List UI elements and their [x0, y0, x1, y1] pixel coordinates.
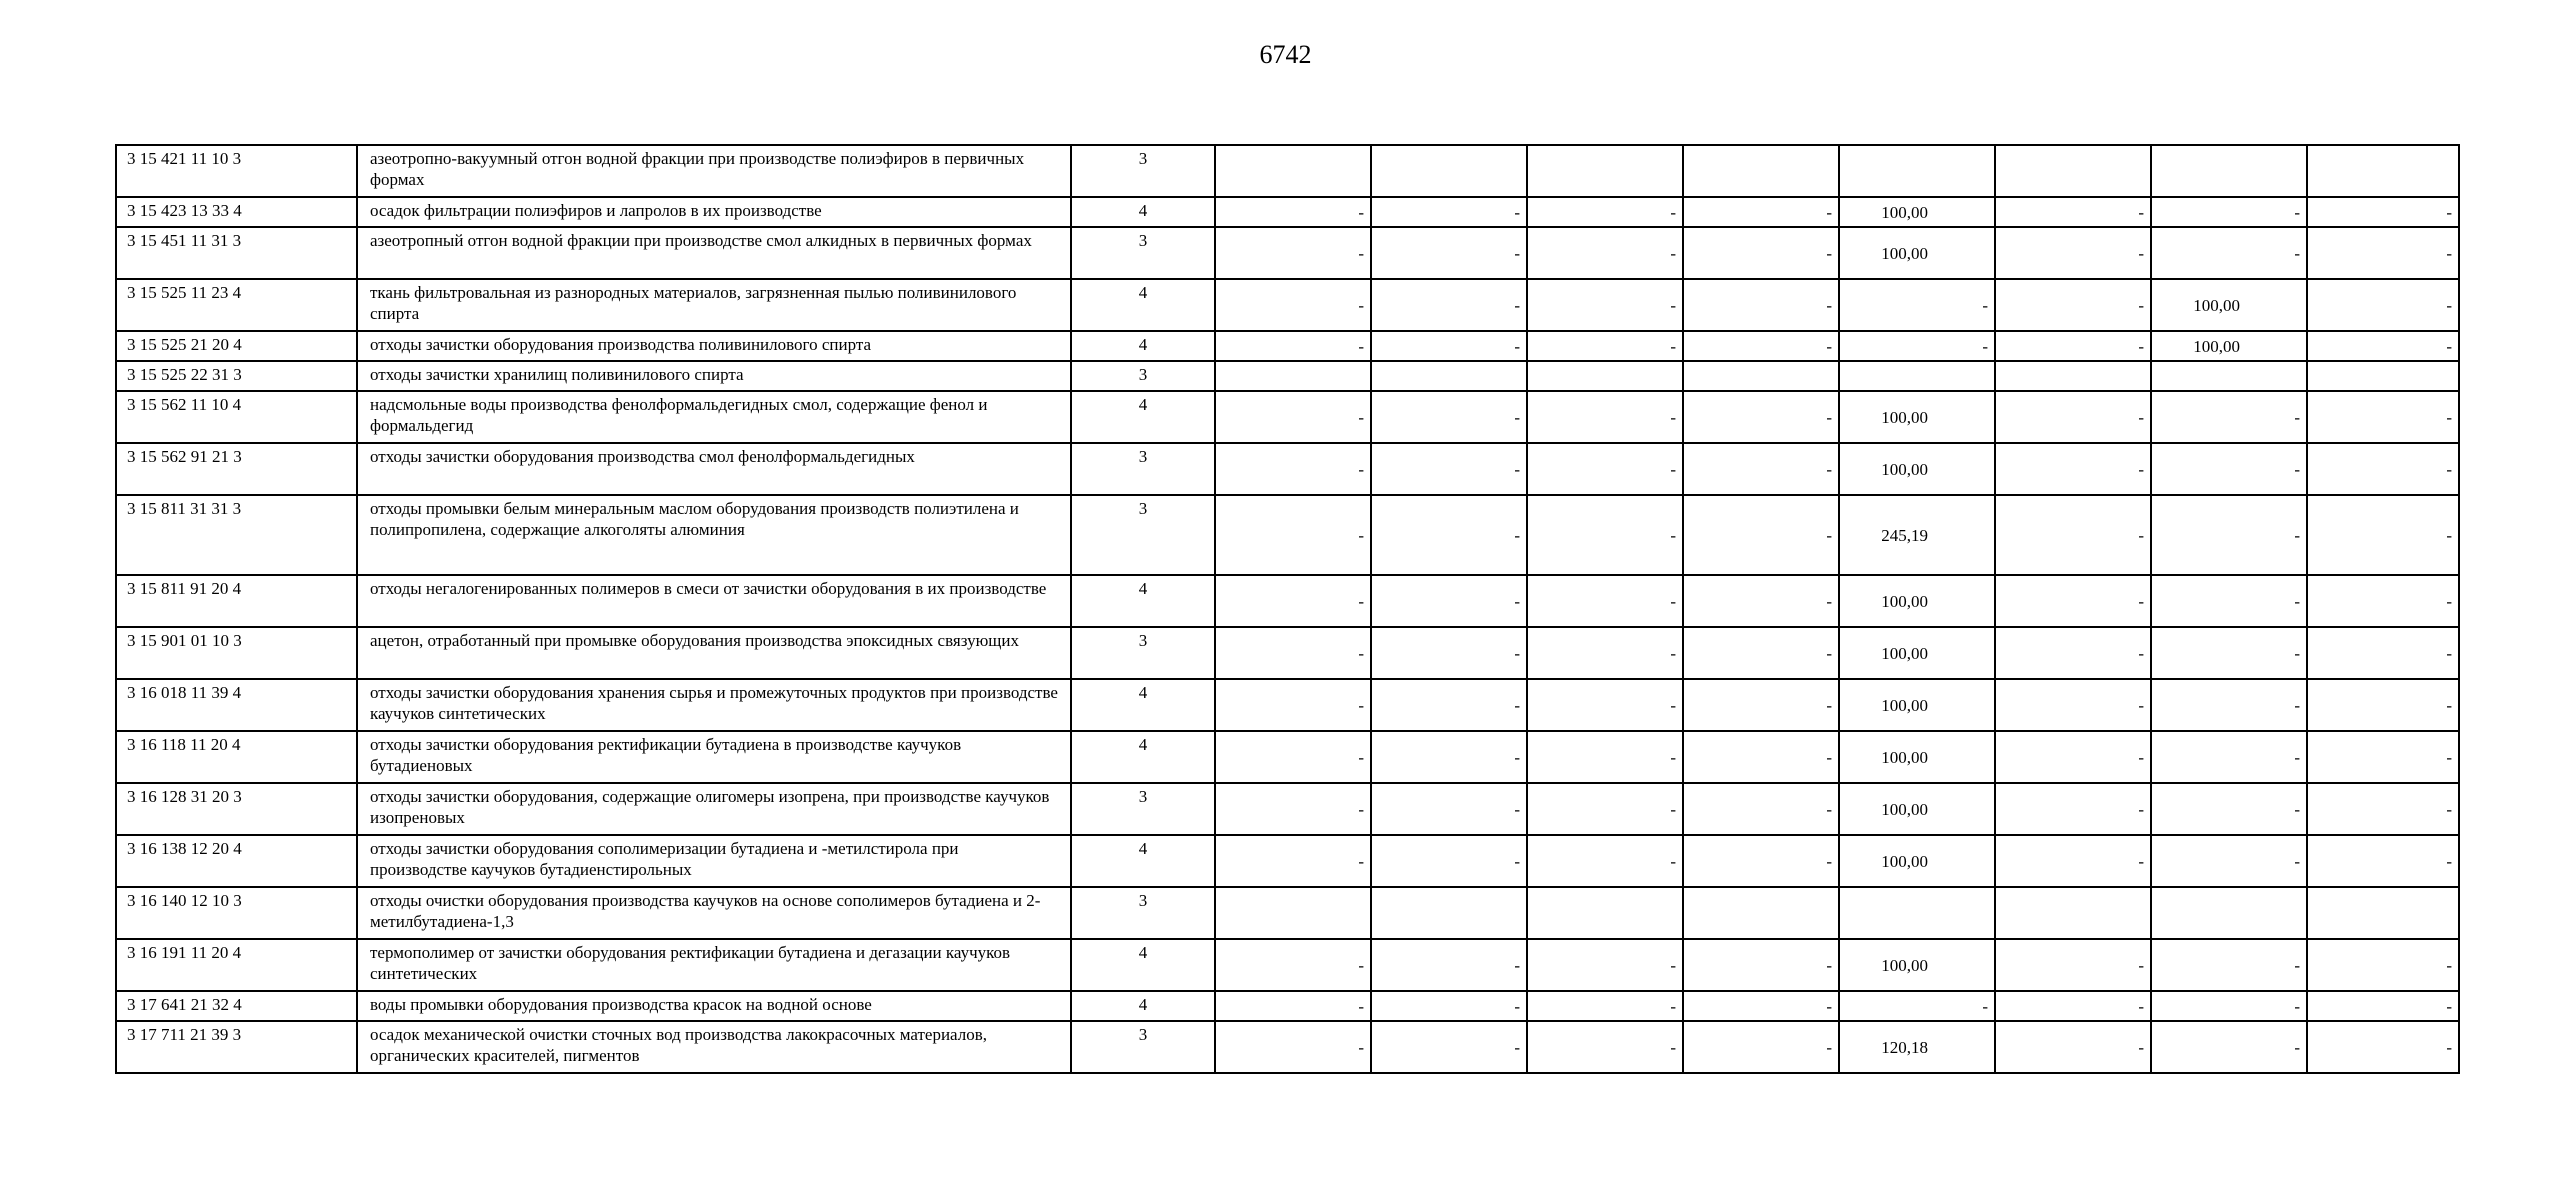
- composition-value-cell: -: [2307, 197, 2459, 227]
- composition-value-cell: -: [1215, 575, 1371, 627]
- table-row: [116, 731, 2459, 783]
- composition-value-cell: -: [1215, 783, 1371, 835]
- composition-value-cell: -: [1995, 495, 2151, 575]
- composition-value-cell: -: [2307, 939, 2459, 991]
- composition-value-cell: -: [1995, 443, 2151, 495]
- hazard-class-cell: 3: [1071, 443, 1215, 495]
- composition-value-cell: [1527, 887, 1683, 939]
- composition-value-cell: 100,00: [1839, 835, 1995, 887]
- hazard-class-cell: 4: [1071, 279, 1215, 331]
- composition-value-cell: -: [2151, 227, 2307, 279]
- composition-value-cell: [1995, 145, 2151, 197]
- composition-value-cell: -: [1995, 279, 2151, 331]
- waste-name-cell: воды промывки оборудования производства красок на водной основе: [357, 991, 1071, 1021]
- waste-name-cell: отходы промывки белым минеральным маслом оборудования производств полиэтилена и полипропилена, содержащие алкоголяты алюминия: [357, 495, 1071, 575]
- hazard-class-cell: 4: [1071, 331, 1215, 361]
- table-row: [116, 939, 2459, 991]
- waste-code-cell: 3 16 191 11 20 4: [116, 939, 357, 991]
- table-row: [116, 227, 2459, 279]
- waste-code-cell: 3 16 118 11 20 4: [116, 731, 357, 783]
- composition-value-cell: -: [1527, 227, 1683, 279]
- waste-code-cell: 3 15 901 01 10 3: [116, 627, 357, 679]
- hazard-class-cell: 3: [1071, 495, 1215, 575]
- composition-value-cell: -: [1683, 443, 1839, 495]
- composition-value-cell: -: [1215, 495, 1371, 575]
- composition-value-cell: -: [1371, 279, 1527, 331]
- composition-value-cell: -: [2307, 279, 2459, 331]
- composition-value-cell: -: [2307, 783, 2459, 835]
- composition-value-cell: -: [1839, 279, 1995, 331]
- composition-value-cell: -: [1527, 731, 1683, 783]
- composition-value-cell: -: [1995, 391, 2151, 443]
- composition-value-cell: [1995, 887, 2151, 939]
- waste-name-cell: отходы очистки оборудования производства каучуков на основе сополимеров бутадиена и 2-метилбутадиена-1,3: [357, 887, 1071, 939]
- table-row: [116, 991, 2459, 1021]
- waste-name-cell: отходы негалогенированных полимеров в смеси от зачистки оборудования в их производстве: [357, 575, 1071, 627]
- composition-value-cell: [1371, 361, 1527, 391]
- composition-value-cell: -: [1215, 731, 1371, 783]
- waste-name-cell: термополимер от зачистки оборудования ректификации бутадиена и дегазации каучуков синтетических: [357, 939, 1071, 991]
- table-row: [116, 835, 2459, 887]
- composition-value-cell: -: [1683, 627, 1839, 679]
- composition-value-cell: [2151, 887, 2307, 939]
- table-row: [116, 627, 2459, 679]
- composition-value-cell: -: [1683, 575, 1839, 627]
- waste-name-cell: отходы зачистки оборудования хранения сырья и промежуточных продуктов при производстве каучуков синтетических: [357, 679, 1071, 731]
- composition-value-cell: -: [1527, 495, 1683, 575]
- table-row: [116, 887, 2459, 939]
- composition-value-cell: [1215, 145, 1371, 197]
- composition-value-cell: -: [1215, 939, 1371, 991]
- composition-value-cell: -: [1527, 991, 1683, 1021]
- composition-value-cell: -: [2151, 835, 2307, 887]
- composition-value-cell: -: [1995, 227, 2151, 279]
- composition-value-cell: -: [1683, 679, 1839, 731]
- composition-value-cell: -: [1683, 331, 1839, 361]
- hazard-class-cell: 4: [1071, 197, 1215, 227]
- composition-value-cell: -: [2151, 575, 2307, 627]
- waste-code-cell: 3 15 525 22 31 3: [116, 361, 357, 391]
- table-row: [116, 679, 2459, 731]
- table-row: [116, 443, 2459, 495]
- hazard-class-cell: 4: [1071, 731, 1215, 783]
- composition-value-cell: -: [1527, 679, 1683, 731]
- composition-value-cell: -: [1527, 1021, 1683, 1073]
- composition-value-cell: 100,00: [1839, 575, 1995, 627]
- composition-value-cell: -: [1527, 575, 1683, 627]
- composition-value-cell: -: [1995, 731, 2151, 783]
- composition-value-cell: -: [2151, 783, 2307, 835]
- waste-code-cell: 3 15 562 11 10 4: [116, 391, 357, 443]
- composition-value-cell: -: [1371, 783, 1527, 835]
- composition-value-cell: [1527, 361, 1683, 391]
- hazard-class-cell: 3: [1071, 227, 1215, 279]
- composition-value-cell: -: [1371, 731, 1527, 783]
- composition-value-cell: -: [1995, 991, 2151, 1021]
- waste-table: [115, 144, 2460, 1074]
- composition-value-cell: [1839, 887, 1995, 939]
- composition-value-cell: -: [2307, 391, 2459, 443]
- composition-value-cell: [2307, 145, 2459, 197]
- composition-value-cell: -: [1839, 991, 1995, 1021]
- waste-code-cell: 3 15 423 13 33 4: [116, 197, 357, 227]
- composition-value-cell: -: [1683, 1021, 1839, 1073]
- table-row: [116, 145, 2459, 197]
- composition-value-cell: -: [2151, 197, 2307, 227]
- composition-value-cell: 100,00: [1839, 443, 1995, 495]
- composition-value-cell: -: [2307, 679, 2459, 731]
- waste-name-cell: отходы зачистки оборудования производства смол фенолформальдегидных: [357, 443, 1071, 495]
- composition-value-cell: -: [1527, 835, 1683, 887]
- composition-value-cell: 100,00: [1839, 627, 1995, 679]
- composition-value-cell: -: [1995, 575, 2151, 627]
- waste-code-cell: 3 15 811 91 20 4: [116, 575, 357, 627]
- waste-name-cell: азеотропный отгон водной фракции при производстве смол алкидных в первичных формах: [357, 227, 1071, 279]
- waste-code-cell: 3 15 421 11 10 3: [116, 145, 357, 197]
- waste-code-cell: 3 15 562 91 21 3: [116, 443, 357, 495]
- waste-name-cell: осадок фильтрации полиэфиров и лапролов в их производстве: [357, 197, 1071, 227]
- composition-value-cell: -: [1527, 279, 1683, 331]
- composition-value-cell: -: [1371, 495, 1527, 575]
- composition-value-cell: -: [1371, 575, 1527, 627]
- composition-value-cell: 120,18: [1839, 1021, 1995, 1073]
- composition-value-cell: -: [1527, 391, 1683, 443]
- composition-value-cell: -: [2151, 991, 2307, 1021]
- table-row: [116, 783, 2459, 835]
- hazard-class-cell: 3: [1071, 1021, 1215, 1073]
- composition-value-cell: -: [1683, 991, 1839, 1021]
- waste-name-cell: отходы зачистки оборудования сополимеризации бутадиена и -метилстирола при производстве каучуков бутадиенстирольных: [357, 835, 1071, 887]
- composition-value-cell: -: [1683, 731, 1839, 783]
- composition-value-cell: -: [2307, 331, 2459, 361]
- table-row: [116, 1021, 2459, 1073]
- composition-value-cell: -: [1527, 331, 1683, 361]
- composition-value-cell: -: [2151, 627, 2307, 679]
- composition-value-cell: -: [1371, 227, 1527, 279]
- composition-value-cell: -: [1371, 835, 1527, 887]
- composition-value-cell: -: [2307, 443, 2459, 495]
- composition-value-cell: -: [1683, 835, 1839, 887]
- hazard-class-cell: 4: [1071, 575, 1215, 627]
- composition-value-cell: -: [2151, 391, 2307, 443]
- composition-value-cell: -: [1215, 331, 1371, 361]
- composition-value-cell: -: [2307, 575, 2459, 627]
- composition-value-cell: [2151, 361, 2307, 391]
- composition-value-cell: 100,00: [1839, 783, 1995, 835]
- composition-value-cell: -: [1215, 627, 1371, 679]
- composition-value-cell: -: [1215, 391, 1371, 443]
- table-row: [116, 391, 2459, 443]
- composition-value-cell: 100,00: [2151, 279, 2307, 331]
- composition-value-cell: -: [1527, 939, 1683, 991]
- hazard-class-cell: 3: [1071, 145, 1215, 197]
- table-row: [116, 575, 2459, 627]
- composition-value-cell: -: [1683, 495, 1839, 575]
- composition-value-cell: -: [1995, 835, 2151, 887]
- composition-value-cell: [1839, 361, 1995, 391]
- composition-value-cell: [1683, 145, 1839, 197]
- composition-value-cell: -: [2307, 227, 2459, 279]
- table-row: [116, 279, 2459, 331]
- waste-code-cell: 3 17 641 21 32 4: [116, 991, 357, 1021]
- waste-name-cell: азеотропно-вакуумный отгон водной фракции при производстве полиэфиров в первичных формах: [357, 145, 1071, 197]
- composition-value-cell: 100,00: [1839, 731, 1995, 783]
- composition-value-cell: [1371, 145, 1527, 197]
- waste-code-cell: 3 16 138 12 20 4: [116, 835, 357, 887]
- composition-value-cell: [1215, 887, 1371, 939]
- waste-name-cell: ткань фильтровальная из разнородных материалов, загрязненная пылью поливинилового спирта: [357, 279, 1071, 331]
- table-row: [116, 197, 2459, 227]
- composition-value-cell: -: [1683, 227, 1839, 279]
- composition-value-cell: -: [1215, 443, 1371, 495]
- composition-value-cell: -: [2151, 731, 2307, 783]
- hazard-class-cell: 4: [1071, 391, 1215, 443]
- composition-value-cell: -: [1371, 1021, 1527, 1073]
- composition-value-cell: [1839, 145, 1995, 197]
- waste-code-cell: 3 16 018 11 39 4: [116, 679, 357, 731]
- waste-name-cell: осадок механической очистки сточных вод производства лакокрасочных материалов, органических красителей, пигментов: [357, 1021, 1071, 1073]
- hazard-class-cell: 4: [1071, 991, 1215, 1021]
- table-row: [116, 331, 2459, 361]
- composition-value-cell: -: [1995, 939, 2151, 991]
- composition-value-cell: [1371, 887, 1527, 939]
- composition-value-cell: -: [2307, 627, 2459, 679]
- composition-value-cell: [1683, 887, 1839, 939]
- waste-name-cell: отходы зачистки хранилищ поливинилового спирта: [357, 361, 1071, 391]
- composition-value-cell: -: [1995, 627, 2151, 679]
- composition-value-cell: -: [1995, 197, 2151, 227]
- composition-value-cell: -: [1371, 679, 1527, 731]
- composition-value-cell: [1683, 361, 1839, 391]
- hazard-class-cell: 3: [1071, 783, 1215, 835]
- waste-code-cell: 3 16 128 31 20 3: [116, 783, 357, 835]
- page-number: 6742: [1259, 40, 1312, 69]
- composition-value-cell: -: [1215, 227, 1371, 279]
- composition-value-cell: -: [1683, 783, 1839, 835]
- composition-value-cell: -: [2151, 939, 2307, 991]
- composition-value-cell: -: [1371, 991, 1527, 1021]
- composition-value-cell: -: [2307, 1021, 2459, 1073]
- composition-value-cell: [2307, 361, 2459, 391]
- composition-value-cell: -: [1215, 991, 1371, 1021]
- composition-value-cell: -: [1371, 939, 1527, 991]
- composition-value-cell: -: [1995, 679, 2151, 731]
- composition-value-cell: -: [1215, 279, 1371, 331]
- composition-value-cell: -: [1995, 783, 2151, 835]
- composition-value-cell: -: [1371, 443, 1527, 495]
- composition-value-cell: 100,00: [1839, 391, 1995, 443]
- composition-value-cell: [2151, 145, 2307, 197]
- waste-code-cell: 3 15 525 11 23 4: [116, 279, 357, 331]
- waste-code-cell: 3 15 811 31 31 3: [116, 495, 357, 575]
- composition-value-cell: -: [1683, 197, 1839, 227]
- composition-value-cell: 100,00: [1839, 679, 1995, 731]
- composition-value-cell: -: [2307, 495, 2459, 575]
- composition-value-cell: -: [1995, 1021, 2151, 1073]
- composition-value-cell: -: [1683, 279, 1839, 331]
- waste-code-cell: 3 16 140 12 10 3: [116, 887, 357, 939]
- composition-value-cell: -: [1215, 835, 1371, 887]
- table-row: [116, 495, 2459, 575]
- composition-value-cell: 100,00: [2151, 331, 2307, 361]
- composition-value-cell: 245,19: [1839, 495, 1995, 575]
- composition-value-cell: -: [1215, 197, 1371, 227]
- table-body: [116, 145, 2459, 1073]
- composition-value-cell: -: [1371, 627, 1527, 679]
- waste-name-cell: отходы зачистки оборудования производства поливинилового спирта: [357, 331, 1071, 361]
- composition-value-cell: 100,00: [1839, 227, 1995, 279]
- composition-value-cell: -: [1215, 679, 1371, 731]
- composition-value-cell: -: [2151, 495, 2307, 575]
- composition-value-cell: -: [1839, 331, 1995, 361]
- composition-value-cell: -: [1527, 627, 1683, 679]
- waste-name-cell: отходы зачистки оборудования ректификации бутадиена в производстве каучуков бутадиеновых: [357, 731, 1071, 783]
- composition-value-cell: -: [2151, 443, 2307, 495]
- waste-code-cell: 3 17 711 21 39 3: [116, 1021, 357, 1073]
- table-row: [116, 361, 2459, 391]
- composition-value-cell: [1215, 361, 1371, 391]
- composition-value-cell: -: [1683, 391, 1839, 443]
- composition-value-cell: [1527, 145, 1683, 197]
- waste-code-cell: 3 15 451 11 31 3: [116, 227, 357, 279]
- composition-value-cell: -: [2307, 731, 2459, 783]
- composition-value-cell: -: [1371, 197, 1527, 227]
- composition-value-cell: -: [2151, 1021, 2307, 1073]
- composition-value-cell: -: [2307, 835, 2459, 887]
- hazard-class-cell: 3: [1071, 361, 1215, 391]
- composition-value-cell: -: [1371, 391, 1527, 443]
- composition-value-cell: [2307, 887, 2459, 939]
- hazard-class-cell: 4: [1071, 835, 1215, 887]
- composition-value-cell: 100,00: [1839, 197, 1995, 227]
- waste-name-cell: надсмольные воды производства фенолформальдегидных смол, содержащие фенол и формальдегид: [357, 391, 1071, 443]
- waste-code-cell: 3 15 525 21 20 4: [116, 331, 357, 361]
- composition-value-cell: -: [2307, 991, 2459, 1021]
- composition-value-cell: -: [2151, 679, 2307, 731]
- hazard-class-cell: 3: [1071, 887, 1215, 939]
- composition-value-cell: -: [1527, 443, 1683, 495]
- composition-value-cell: -: [1215, 1021, 1371, 1073]
- waste-name-cell: отходы зачистки оборудования, содержащие олигомеры изопрена, при производстве каучуков изопреновых: [357, 783, 1071, 835]
- composition-value-cell: 100,00: [1839, 939, 1995, 991]
- hazard-class-cell: 4: [1071, 679, 1215, 731]
- composition-value-cell: -: [1371, 331, 1527, 361]
- hazard-class-cell: 4: [1071, 939, 1215, 991]
- waste-name-cell: ацетон, отработанный при промывке оборудования производства эпоксидных связующих: [357, 627, 1071, 679]
- composition-value-cell: -: [1527, 197, 1683, 227]
- hazard-class-cell: 3: [1071, 627, 1215, 679]
- composition-value-cell: -: [1995, 331, 2151, 361]
- composition-value-cell: -: [1527, 783, 1683, 835]
- composition-value-cell: [1995, 361, 2151, 391]
- composition-value-cell: -: [1683, 939, 1839, 991]
